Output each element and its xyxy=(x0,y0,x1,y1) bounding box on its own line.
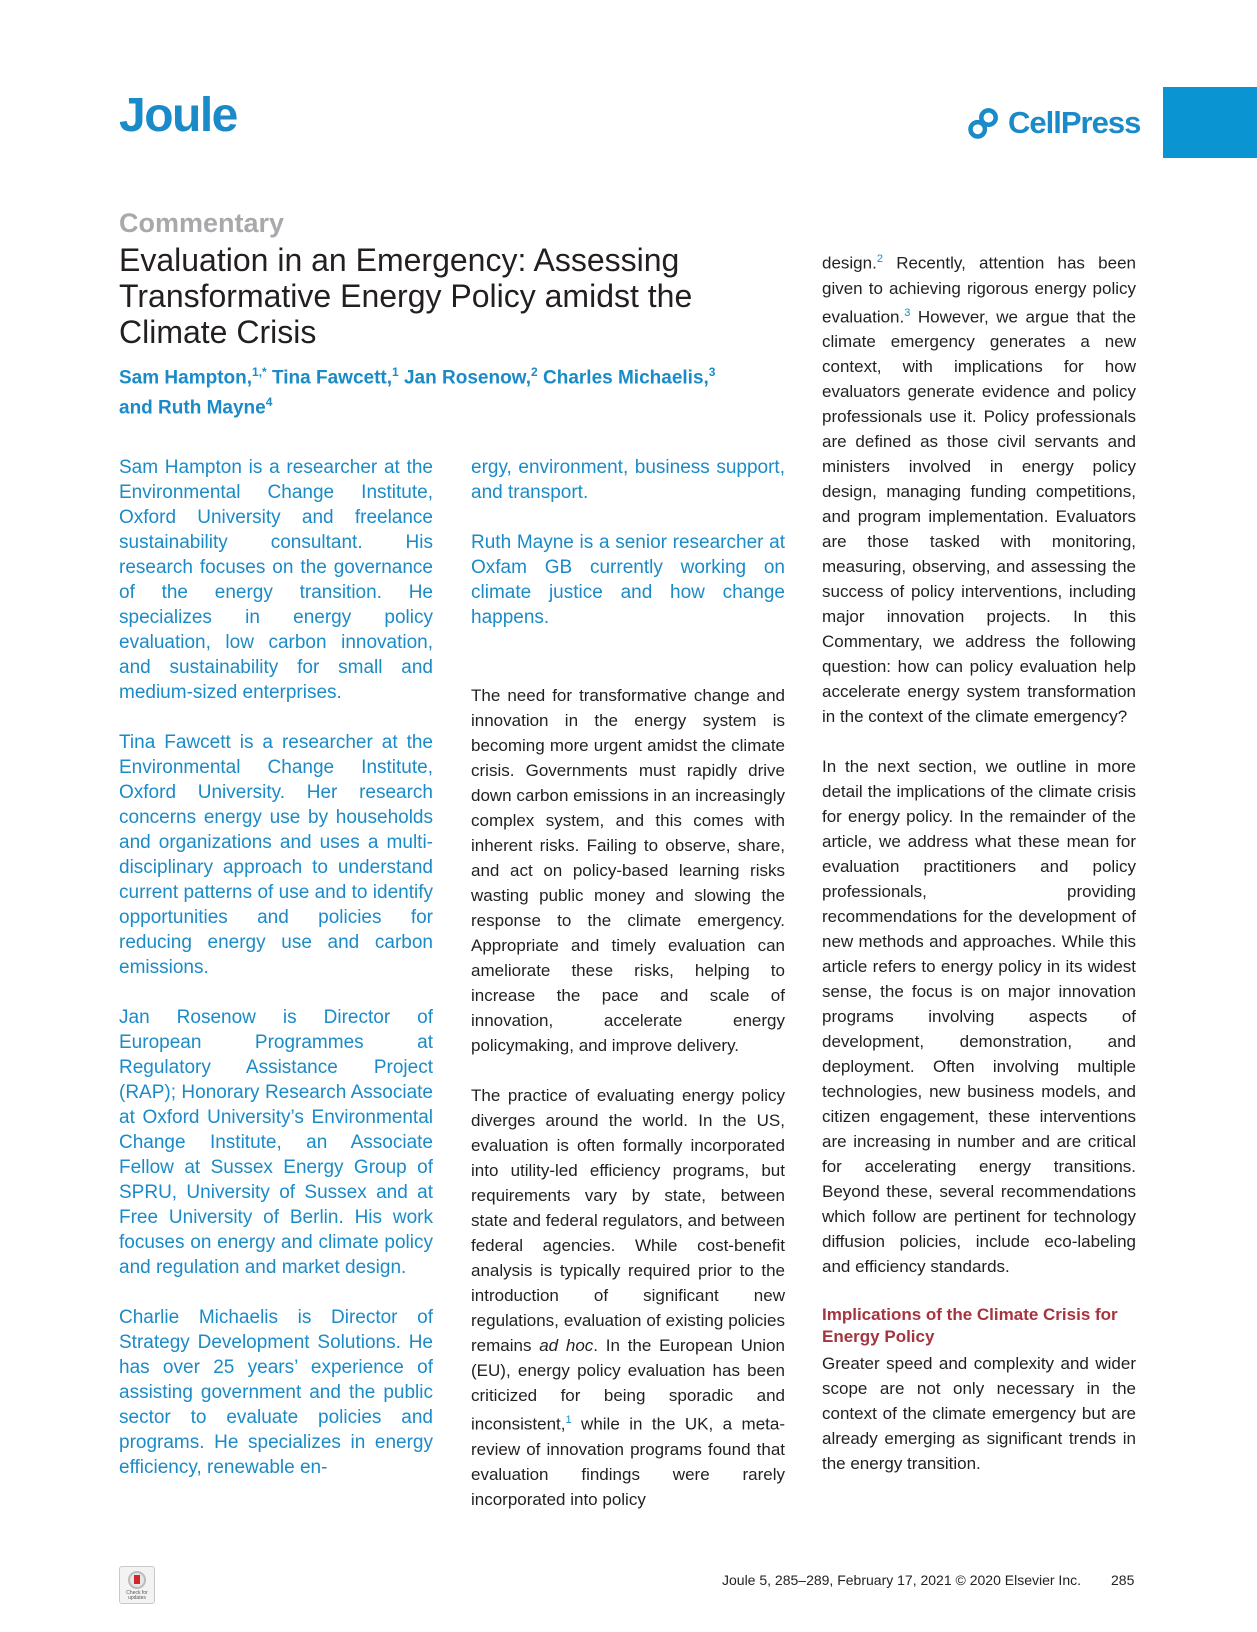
body-text: . In the European Union (EU), energy policy evaluation has been criticized for being sporadic and inconsistent, xyxy=(471,1336,785,1434)
bio-text: is a senior researcher at Oxfam GB currently working on climate justice and how change happens. xyxy=(471,532,785,628)
body-text: However, we argue that the climate emergency generates a new context, with implications for how evaluators generate evidence and policy professionals use it. Policy professionals are defined as those civil servants and ministers involved in energy policy design, managing funding competitions, and program implementation. Evaluators are those tasked with monitoring, measuring, observing, and assessing the success of policy interventions, including major innovation projects. In this Commentary, we address the following question: how can policy evaluation help accelerate energy system transformation in the context of the climate emergency? xyxy=(822,307,1136,727)
check-for-updates-badge[interactable] xyxy=(119,1566,155,1604)
bio-paragraph xyxy=(471,455,785,505)
body-text: design. xyxy=(822,253,877,273)
bio-name: Sam Hampton xyxy=(119,457,242,478)
body-paragraph xyxy=(822,247,1136,729)
bio-text: is a researcher at the Environmental Change Institute, Oxford University. Her research concerns energy use by households and organizations and uses a multi-disciplinary approach to understand current patterns of use and to identify opportunities and policies for reducing energy use and carbon emissions. xyxy=(119,732,433,978)
journal-logo: Joule xyxy=(119,89,237,142)
body-text: while in the UK, a meta-review of innovation programs found that evaluation findings were rarely incorporated into policy xyxy=(471,1414,785,1509)
section-label: Commentary xyxy=(119,208,285,238)
author-bios-column-1 xyxy=(119,455,433,1505)
reference-link[interactable]: 3 xyxy=(904,306,911,319)
bio-paragraph xyxy=(119,455,433,705)
author-name[interactable]: Charles Michaelis, xyxy=(537,367,709,389)
crossmark-icon xyxy=(128,1571,146,1589)
body-column-3 xyxy=(822,247,1136,1501)
cellpress-icon xyxy=(966,105,1002,141)
bio-text: ergy, environment, business support, and transport. xyxy=(471,457,785,503)
body-text: Recently, attention has been given to achieving rigorous energy policy evaluation. xyxy=(822,253,1136,327)
bio-text: is a researcher at the Environmental Change Institute, Oxford University and freelance sustainability consultant. His research focuses on the governance of the energy transition. He specializes in energy policy evaluation, low carbon innovation, and sustainability for small and medium-sized enterprises. xyxy=(119,457,433,703)
bio-paragraph xyxy=(471,530,785,630)
author-affiliation: 4 xyxy=(265,395,273,410)
author-affiliation: 2 xyxy=(531,365,538,379)
bio-text: is Director of European Programmes at Regulatory Assistance Project (RAP); Honorary Research Associate at Oxford University’s Environmental Change Institute, an Associate Fellow at Sussex Energy Group of SPRU, University of Sussex and at Free University of Berlin. His work focuses on energy and climate policy and regulation and market design. xyxy=(119,1007,434,1278)
bio-name: Ruth Mayne xyxy=(471,532,574,553)
bio-name: Charlie Michaelis xyxy=(119,1307,279,1328)
reference-link[interactable]: 1 xyxy=(565,1414,572,1426)
crossmark-label: Check for updates xyxy=(126,1590,148,1601)
body-italic: ad hoc xyxy=(539,1336,594,1355)
author-name[interactable]: Jan Rosenow, xyxy=(398,367,532,389)
author-list xyxy=(119,360,799,421)
author-affiliation: 1 xyxy=(392,365,399,379)
section-heading: Implications of the Climate Crisis for Energy Policy xyxy=(822,1305,1118,1347)
bio-text: is Director of Strategy Development Solutions. He has over 25 years’ experience of assisting government and the public sector to evaluate policies and programs. He specializes in energy efficiency, renewable en- xyxy=(119,1307,433,1478)
author-name[interactable]: and Ruth Mayne xyxy=(119,397,266,419)
bio-name: Jan Rosenow xyxy=(119,1007,256,1028)
bio-paragraph xyxy=(119,1005,433,1280)
author-affiliation: 1,* xyxy=(252,365,267,379)
cellpress-wordmark: CellPress xyxy=(1008,105,1141,140)
page-number: 285 xyxy=(1111,1572,1135,1588)
author-bios-column-2 xyxy=(471,455,785,655)
author-name[interactable]: Sam Hampton, xyxy=(119,367,253,389)
body-paragraph xyxy=(471,1083,785,1512)
body-column-2 xyxy=(471,683,785,1537)
bio-paragraph xyxy=(119,730,433,980)
journal-color-tab xyxy=(1163,87,1257,158)
footer-citation: Joule 5, 285–289, February 17, 2021 © 2020 Elsevier Inc. xyxy=(722,1572,1081,1588)
bio-name: Tina Fawcett xyxy=(119,732,231,753)
body-paragraph: The need for transformative change and innovation in the energy system is becoming more urgent amidst the climate crisis. Governments must rapidly drive down carbon emissions in an increasingly complex system, and this comes with inherent risks. Failing to observe, share, and act on policy-based learning risks wasting public money and slowing the response to the climate emergency. Appropriate and timely evaluation can ameliorate these risks, helping to increase the pace and scale of innovation, accelerate energy policymaking, and improve delivery. xyxy=(471,686,785,1055)
body-paragraph: In the next section, we outline in more detail the implications of the climate crisis for energy policy. In the remainder of the article, we address what these mean for evaluation practitioners and policy professionals, providing recommendations for the development of new methods and approaches. While this article refers to energy policy in its widest sense, the focus is on major innovation programs involving aspects of development, demonstration, and deployment. Often involving multiple technologies, new business models, and citizen engagement, these interventions are increasing in number and are critical for accelerating energy transitions. Beyond these, several recommendations which follow are pertinent for technology diffusion policies, include eco-labeling and efficiency standards. xyxy=(822,757,1136,1277)
author-name[interactable]: Tina Fawcett, xyxy=(266,367,393,389)
bio-paragraph xyxy=(119,1305,433,1480)
article-title: Evaluation in an Emergency: Assessing Transformative Energy Policy amidst the Climate Crisis xyxy=(119,242,693,350)
cellpress-logo xyxy=(966,100,1140,146)
body-paragraph: Greater speed and complexity and wider scope are not only necessary in the context of the climate emergency but are already emerging as significant trends in the energy transition. xyxy=(822,1354,1136,1474)
body-text: The practice of evaluating energy policy diverges around the world. In the US, evaluation is often formally incorporated into utility-led efficiency programs, but requirements vary by state, between state and federal regulators, and between federal agencies. While cost-benefit analysis is typically required prior to the introduction of significant new regulations, evaluation of existing policies remains xyxy=(471,1086,785,1355)
author-affiliation: 3 xyxy=(708,365,716,379)
reference-link[interactable]: 2 xyxy=(876,253,883,265)
